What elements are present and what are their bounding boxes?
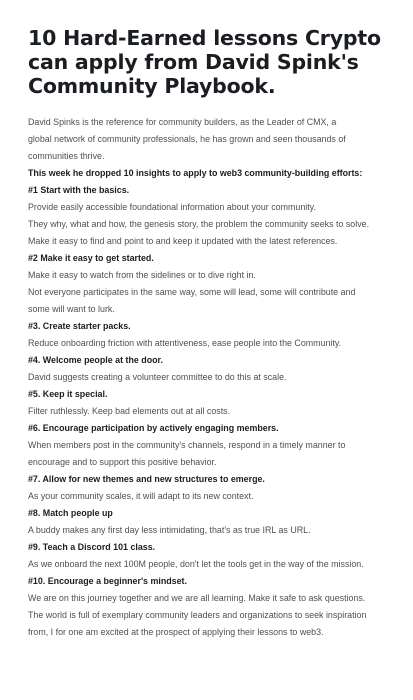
lesson-heading: #9. Teach a Discord 101 class. <box>28 542 156 552</box>
lesson-text: encourage and to support this positive behavior. <box>28 457 217 467</box>
intro-line: communities thrive. <box>28 151 105 161</box>
intro-line: global network of community professionals, he has grown and seen thousands of <box>28 134 346 144</box>
lesson-text: Make it easy to watch from the sidelines or to dive right in. <box>28 270 256 280</box>
lesson-text: Make it easy to find and point to and keep it updated with the latest references. <box>28 236 338 246</box>
lesson-heading: #7. Allow for new themes and new structures to emerge. <box>28 474 265 484</box>
intro-line: David Spinks is the reference for community builders, as the Leader of CMX, a <box>28 117 337 127</box>
page-title: 10 Hard-Earned lessons Crypto can apply from David Spink's Community Playbook. <box>28 26 381 98</box>
lesson-text: David suggests creating a volunteer committee to do this at scale. <box>28 372 287 382</box>
lesson-text: Not everyone participates in the same way, some will lead, some will contribute and <box>28 287 356 297</box>
subheading: This week he dropped 10 insights to apply to web3 community-building efforts: <box>28 168 363 178</box>
lesson-text: Filter ruthlessly. Keep bad elements out at all costs. <box>28 406 231 416</box>
lesson-text: some will want to lurk. <box>28 304 115 314</box>
lesson-text: The world is full of exemplary community leaders and organizations to seek inspiration <box>28 610 367 620</box>
lesson-heading: #6. Encourage participation by actively engaging members. <box>28 423 279 433</box>
lesson-heading: #4. Welcome people at the door. <box>28 355 163 365</box>
lesson-text: We are on this journey together and we are all learning. Make it safe to ask questions. <box>28 593 366 603</box>
lesson-text: A buddy makes any first day less intimidating, that's as true IRL as URL. <box>28 525 311 535</box>
lesson-heading: #10. Encourage a beginner's mindset. <box>28 576 187 586</box>
lesson-text: As we onboard the next 100M people, don't let the tools get in the way of the mission. <box>28 559 364 569</box>
lesson-heading: #8. Match people up <box>28 508 113 518</box>
lesson-text: Provide easily accessible foundational information about your community. <box>28 202 316 212</box>
lesson-heading: #1 Start with the basics. <box>28 185 130 195</box>
lesson-heading: #3. Create starter packs. <box>28 321 131 331</box>
lesson-heading: #2 Make it easy to get started. <box>28 253 154 263</box>
lesson-heading: #5. Keep it special. <box>28 389 108 399</box>
lesson-text: from, I for one am excited at the prospect of applying their lessons to web3. <box>28 627 324 637</box>
article-body <box>28 114 387 641</box>
lesson-text: As your community scales, it will adapt to its new context. <box>28 491 254 501</box>
lesson-text: When members post in the community's channels, respond in a timely manner to <box>28 440 346 450</box>
lesson-text: Reduce onboarding friction with attentiveness, ease people into the Community. <box>28 338 342 348</box>
lesson-text: They why, what and how, the genesis story, the problem the community seeks to solve. <box>28 219 370 229</box>
